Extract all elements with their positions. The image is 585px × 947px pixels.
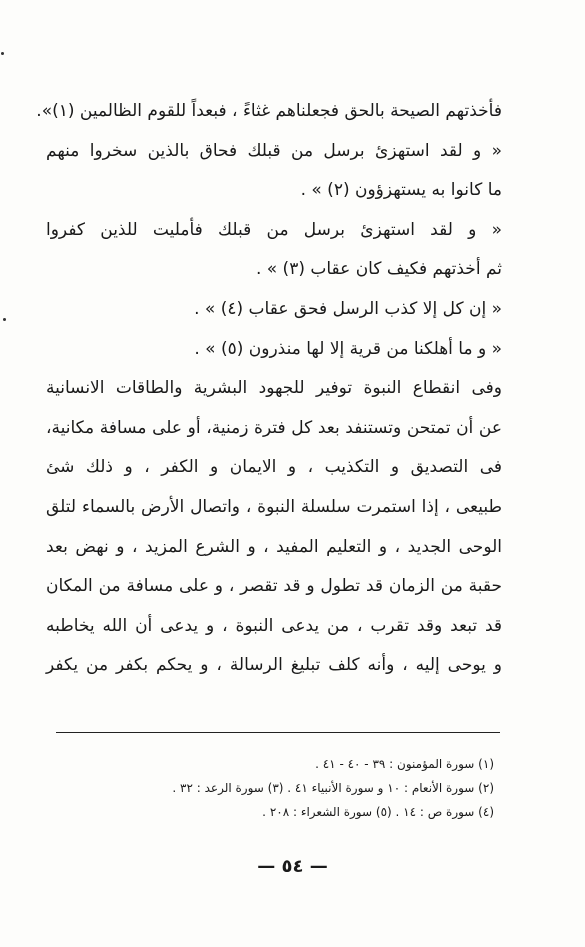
footnote: (٤) سورة ص : ١٤ . (٥) سورة الشعراء : ٢٠٨ . — [262, 805, 494, 819]
text-line: فى التصديق و التكذيب ، و الايمان و الكفر ، و ذلك شئ — [46, 457, 502, 478]
text-line: « و ما أهلكنا من قرية إلا لها منذرون (٥) » . — [194, 338, 502, 359]
text-line: ثم أخذتهم فكيف كان عقاب (٣) » . — [255, 259, 502, 280]
text-line: وفى انقطاع النبوة توفير للجهود البشرية والطاقات الانسانية — [46, 378, 502, 399]
text-line: الوحى الجديد ، و التعليم المفيد ، و الشرع المزيد ، و نهض بعد — [46, 536, 502, 557]
text-line: « إن كل إلا كذب الرسل فحق عقاب (٤) » . — [194, 298, 502, 319]
text-line: و يوحى إليه ، وأنه كلف تبليغ الرسالة ، و يحكم بكفر من يكفر — [46, 655, 502, 676]
main-text — [36, 92, 502, 686]
footnote-divider — [56, 732, 500, 733]
text-line: « و لقد استهزئ برسل من قبلك فأمليت للذين كفروا — [46, 219, 502, 240]
text-line: عن أن تمتحن وتستنفد بعد كل فترة زمنية، أو على مسافة مكانية، — [46, 417, 502, 438]
text-line: حقبة من الزمان قد تطول و قد تقصر ، و على مسافة من المكان — [46, 576, 502, 597]
ink-speck — [1, 52, 4, 55]
text-line: ما كانوا به يستهزؤون (٢) » . — [300, 180, 502, 201]
ink-speck — [3, 318, 6, 321]
page-number: — ٥٤ — — [257, 856, 328, 877]
text-line: طبيعى ، إذا استمرت سلسلة النبوة ، واتصال الأرض بالسماء لتلق — [46, 496, 502, 517]
footnote: (١) سورة المؤمنون : ٣٩ - ٤٠ - ٤١ . — [315, 757, 494, 771]
footnote: (٢) سورة الأنعام : ١٠ و سورة الأنبياء ٤١ . (٣) سورة الرعد : ٣٢ . — [172, 781, 494, 795]
text-line: فأخذتهم الصيحة بالحق فجعلناهم غثاءً ، فبعداً للقوم الظالمين (١)». — [36, 101, 502, 121]
text-line: « و لقد استهزئ برسل من قبلك فحاق بالذين سخروا منهم — [46, 140, 502, 161]
footnotes — [80, 752, 494, 824]
text-line: قد تبعد وقد تقرب ، من يدعى النبوة ، و يدعى أن الله يخاطبه — [46, 615, 502, 636]
